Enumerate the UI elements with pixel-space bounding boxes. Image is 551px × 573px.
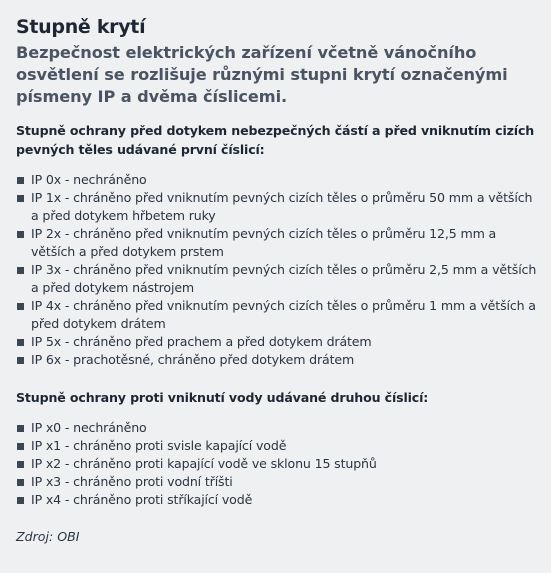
list-item [16, 297, 537, 333]
first-digit-list [16, 171, 537, 369]
square-bullet-icon [17, 461, 24, 468]
square-bullet-icon [17, 303, 24, 310]
list-item [16, 455, 537, 473]
lead-paragraph: Bezpečnost elektrických zařízení včetně vánočního osvětlení se rozlišuje různými stupni krytí označenými písmeny IP a dvěma číslicemi. [16, 43, 508, 106]
list-item [16, 333, 537, 351]
list-item-text: IP x3 - chráněno proti vodní tříšti [31, 474, 233, 489]
square-bullet-icon [17, 425, 24, 432]
square-bullet-icon [17, 497, 24, 504]
list-item [16, 419, 537, 437]
list-item-text: IP 1x - chráněno před vniknutím pevných cizích těles o průměru 50 mm a větších a před dotykem hřbetem ruky [31, 190, 533, 223]
square-bullet-icon [17, 231, 24, 238]
list-item-text: IP 0x - nechráněno [31, 172, 147, 187]
square-bullet-icon [17, 357, 24, 364]
list-item [16, 473, 537, 491]
list-item-text: IP x2 - chráněno proti kapající vodě ve sklonu 15 stupňů [31, 456, 377, 471]
list-item [16, 491, 537, 509]
list-item [16, 189, 537, 225]
second-digit-heading: Stupně ochrany proti vniknutí vody udávané druhou číslicí: [16, 390, 429, 405]
box-title: Stupně krytí [16, 16, 146, 38]
square-bullet-icon [17, 267, 24, 274]
list-item-text: IP x4 - chráněno proti stříkající vodě [31, 492, 253, 507]
list-item [16, 261, 537, 297]
square-bullet-icon [17, 195, 24, 202]
list-item [16, 225, 537, 261]
list-item-text: IP 6x - prachotěsné, chráněno před dotykem drátem [31, 352, 355, 367]
first-digit-heading: Stupně ochrany před dotykem nebezpečných částí a před vniknutím cizích pevných těles udávané první číslicí: [16, 123, 535, 157]
list-item-text: IP 2x - chráněno před vniknutím pevných cizích těles o průměru 12,5 mm a větších a před dotykem prstem [31, 226, 497, 259]
second-digit-list [16, 419, 537, 509]
list-item-text: IP x0 - nechráněno [31, 420, 147, 435]
source-credit: Zdroj: OBI [16, 529, 80, 544]
square-bullet-icon [17, 479, 24, 486]
list-item-text: IP 4x - chráněno před vniknutím pevných cizích těles o průměru 1 mm a větších a před dotykem drátem [31, 298, 536, 331]
list-item [16, 437, 537, 455]
list-item [16, 171, 537, 189]
square-bullet-icon [17, 177, 24, 184]
square-bullet-icon [17, 339, 24, 346]
list-item-text: IP 3x - chráněno před vniknutím pevných cizích těles o průměru 2,5 mm a větších a před dotykem nástrojem [31, 262, 537, 295]
list-item-text: IP x1 - chráněno proti svisle kapající vodě [31, 438, 287, 453]
square-bullet-icon [17, 443, 24, 450]
list-item-text: IP 5x - chráněno před prachem a před dotykem drátem [31, 334, 372, 349]
list-item [16, 351, 537, 369]
